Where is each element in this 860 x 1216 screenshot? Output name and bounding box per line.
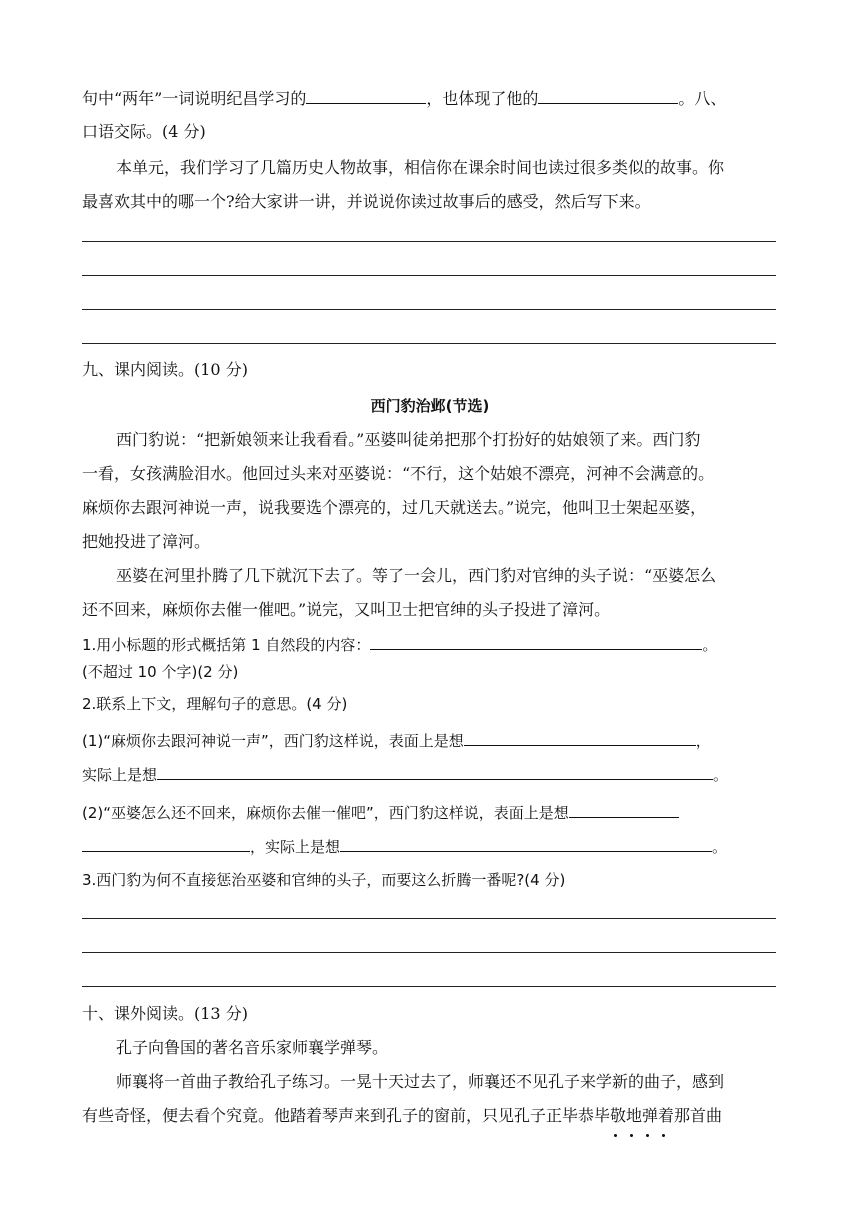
question-2-1-line-1 bbox=[82, 728, 711, 752]
answer-blank[interactable] bbox=[538, 86, 678, 104]
passage-p2-line-2: 还不回来，麻烦你去催一催吧。”说完，又叫卫士把官绅的头子投进了漳河。 bbox=[82, 600, 611, 619]
question-2-1-comma: ， bbox=[695, 732, 711, 750]
emphasis-dot bbox=[662, 1134, 665, 1137]
writing-line[interactable] bbox=[82, 918, 776, 919]
question-1 bbox=[82, 632, 717, 656]
writing-line[interactable] bbox=[82, 986, 776, 987]
passage-p1-line-2: 一看，女孩满脸泪水。他回过头来对巫婆说：“不行，这个姑娘不漂亮，河神不会满意的。 bbox=[82, 464, 715, 483]
writing-line[interactable] bbox=[82, 275, 776, 276]
question-2-1-text: (1)“麻烦你去跟河神说一声”，西门豹这样说，表面上是想 bbox=[82, 732, 464, 750]
question-2-1-line-2 bbox=[82, 762, 728, 786]
sec8-question-line bbox=[82, 86, 726, 110]
answer-blank[interactable] bbox=[464, 728, 696, 746]
emphasis-dot bbox=[614, 1134, 617, 1137]
emphasis-dot bbox=[646, 1134, 649, 1137]
passage-p1-line-4: 把她投进了漳河。 bbox=[82, 532, 211, 551]
question-3: 3.西门豹为何不直接惩治巫婆和官绅的头子，而要这么折腾一番呢?(4 分) bbox=[82, 871, 566, 889]
emphasis-dot bbox=[630, 1134, 633, 1137]
question-1-end: 。 bbox=[702, 636, 718, 654]
answer-blank[interactable] bbox=[157, 762, 713, 780]
passage2-p1: 孔子向鲁国的著名音乐家师襄学弹琴。 bbox=[116, 1038, 389, 1057]
passage-title: 西门豹治邺(节选) bbox=[370, 397, 490, 415]
question-2-2-end: 。 bbox=[712, 838, 728, 856]
passage2-p2-line-2: 有些奇怪，便去看个究竟。他踏着琴声来到孔子的窗前，只见孔子正毕恭毕敬地弹着那首曲 bbox=[82, 1106, 723, 1125]
section-8-heading: 口语交际。(4 分) bbox=[82, 122, 206, 141]
question-2-1-end: 。 bbox=[713, 766, 729, 784]
passage2-p2-line-1: 师襄将一首曲子教给孔子练习。一晃十天过去了，师襄还不见孔子来学新的曲子，感到 bbox=[116, 1072, 725, 1091]
sec8-text-c: 。八、 bbox=[678, 89, 727, 108]
writing-line[interactable] bbox=[82, 952, 776, 953]
question-2-2-text: (2)“巫婆怎么还不回来，麻烦你去催一催吧”，西门豹这样说，表面上是想 bbox=[82, 804, 569, 822]
passage-p1-line-3: 麻烦你去跟河神说一声，说我要选个漂亮的，过几天就送去。”说完，他叫卫士架起巫婆， bbox=[82, 498, 707, 517]
section-10-heading: 十、课外阅读。(13 分) bbox=[82, 1004, 248, 1023]
answer-blank[interactable] bbox=[306, 86, 426, 104]
question-2-2-line-1 bbox=[82, 800, 679, 824]
question-2-2-line-2 bbox=[82, 834, 727, 858]
writing-line[interactable] bbox=[82, 241, 776, 242]
sec8-text-a: 句中“两年”一词说明纪昌学习的 bbox=[82, 89, 307, 108]
passage-p1-line-1: 西门豹说：“把新娘领来让我看看。”巫婆叫徒弟把那个打扮好的姑娘领了来。西门豹 bbox=[116, 430, 701, 449]
passage-p2-line-1: 巫婆在河里扑腾了几下就沉下去了。等了一会儿，西门豹对官绅的头子说：“巫婆怎么 bbox=[116, 566, 717, 585]
answer-blank[interactable] bbox=[569, 800, 679, 818]
writing-line[interactable] bbox=[82, 343, 776, 344]
answer-blank[interactable] bbox=[370, 632, 702, 650]
writing-line[interactable] bbox=[82, 309, 776, 310]
oral-prompt-line-1: 本单元，我们学习了几篇历史人物故事，相信你在课余时间也读过很多类似的故事。你 bbox=[116, 158, 725, 177]
question-1-note: (不超过 10 个字)(2 分) bbox=[82, 663, 239, 681]
question-2-2-text-b: ，实际上是想 bbox=[250, 838, 341, 856]
section-9-heading: 九、课内阅读。(10 分) bbox=[82, 360, 248, 379]
oral-prompt-line-2: 最喜欢其中的哪一个?给大家讲一讲，并说说你读过故事后的感受，然后写下来。 bbox=[82, 192, 651, 211]
question-2-1-text-b: 实际上是想 bbox=[82, 766, 158, 784]
answer-blank[interactable] bbox=[340, 834, 712, 852]
question-2: 2.联系上下文，理解句子的意思。(4 分) bbox=[82, 695, 348, 713]
sec8-text-b: ，也体现了他的 bbox=[426, 89, 539, 108]
question-1-text: 1.用小标题的形式概括第 1 自然段的内容： bbox=[82, 636, 371, 654]
answer-blank[interactable] bbox=[82, 834, 250, 852]
